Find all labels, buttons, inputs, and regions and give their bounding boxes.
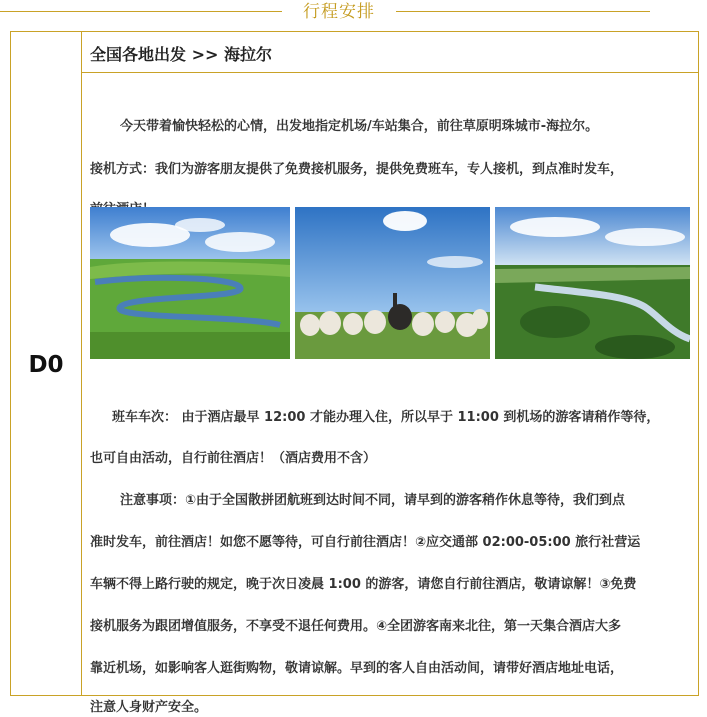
section-header (0, 0, 707, 24)
sheep-flock-photo (295, 207, 490, 359)
notes-text-line6: 注意人身财产安全。 (90, 700, 208, 715)
day-content (82, 73, 698, 715)
header-divider-left (0, 11, 282, 12)
notes-text-line5: 靠近机场，如影响客人逛街购物，敬请谅解。早到的客人自由活动间，请带好酒店地址电话， (90, 661, 624, 676)
photo-strip (90, 207, 690, 359)
route-row (82, 32, 698, 73)
wetland-river-photo (495, 207, 690, 359)
notes-text-line1: 注意事项：①由于全国散拼团航班到达时间不同，请早到的游客稍作休息等待，我们到点 (120, 493, 626, 508)
day-label: D0 (28, 352, 64, 378)
route-title: 全国各地出发 >> 海拉尔 (90, 45, 272, 64)
notes-text-line2: 准时发车，前往酒店！如您不愿等待，可自行前往酒店！②应交通部 02:00-05:00 旅行社营运 (90, 535, 641, 550)
day-column (11, 32, 82, 695)
shuttle-text-line2: 也可自由活动，自行前往酒店！（酒店费用不含） (90, 451, 377, 466)
grassland-river-photo (90, 207, 290, 359)
header-divider-right (396, 11, 650, 12)
notes-text-line3: 车辆不得上路行驶的规定，晚于次日凌晨 1:00 的游客，请您自行前往酒店，敬请谅解！③免费 (90, 577, 637, 592)
section-title: 行程安排 (303, 2, 375, 22)
notes-text-line4: 接机服务为跟团增值服务，不享受不退任何费用。④全团游客南来北往，第一天集合酒店大多 (90, 619, 622, 634)
pickup-text-line1: 接机方式：我们为游客朋友提供了免费接机服务，提供免费班车，专人接机，到点准时发车， (90, 162, 624, 177)
itinerary-table (10, 31, 699, 715)
intro-text: 今天带着愉快轻松的心情，出发地指定机场/车站集合，前往草原明珠城市-海拉尔。 (120, 119, 599, 134)
shuttle-text-line1: 班车车次： 由于酒店最早 12:00 才能办理入住，所以早于 11:00 到机场的游客请稍作等待， (112, 410, 660, 425)
